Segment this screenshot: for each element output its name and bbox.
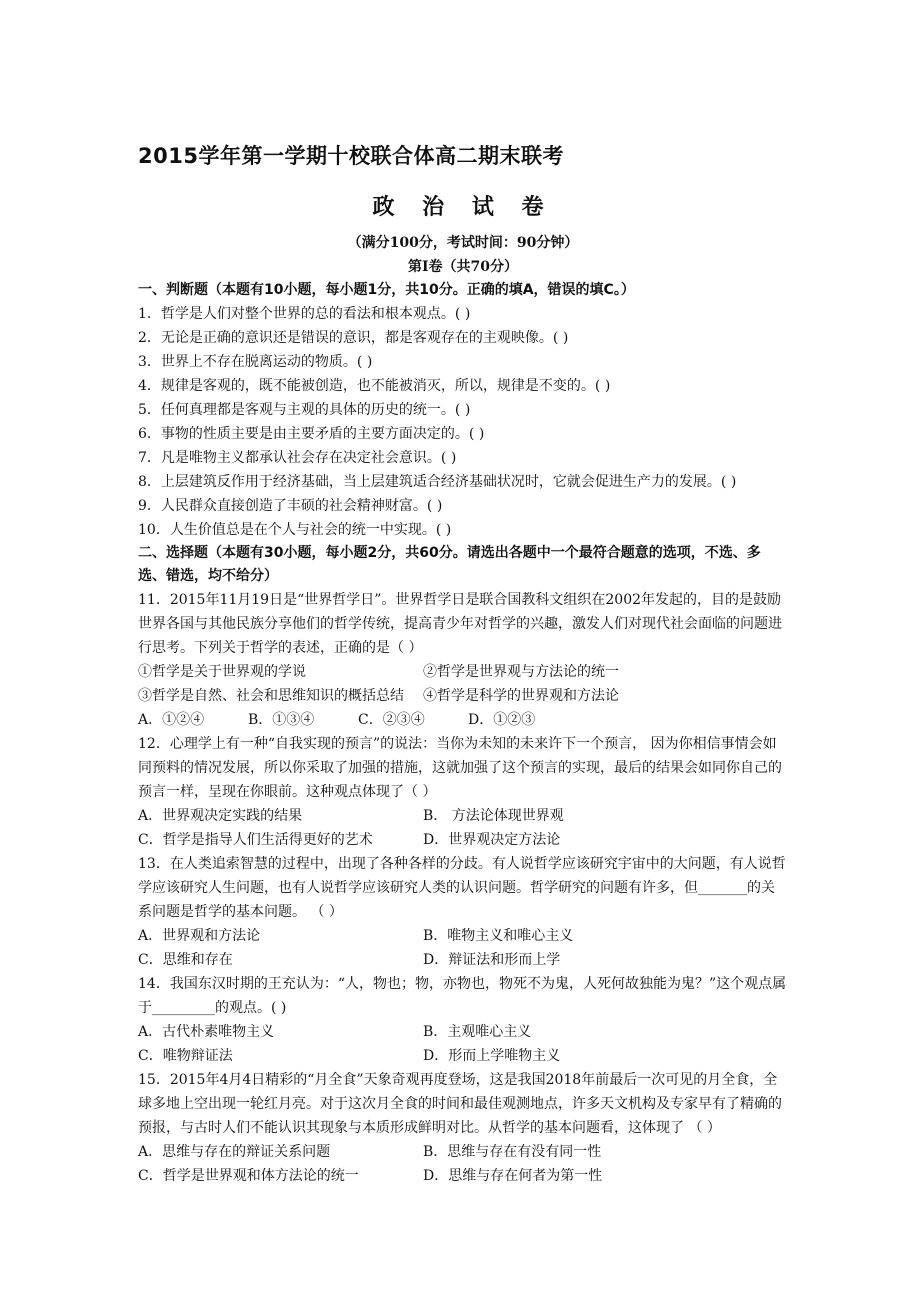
- statement: ③哲学是自然、社会和思维知识的概括总结: [138, 688, 404, 704]
- section1-heading: 一、判断题（本题有10小题，每小题1分，共10分。正确的填A，错误的填C。）: [138, 282, 635, 298]
- option-a: A．思维与存在的辩证关系问题: [138, 1144, 331, 1160]
- score-info: （满分100分，考试时间：90分钟）: [347, 235, 579, 251]
- statement: ②哲学是世界观与方法论的统一: [423, 664, 619, 680]
- question-5: 5．任何真理都是客观与主观的具体的历史的统一。( ): [138, 402, 471, 418]
- option-a: A．世界观和方法论: [138, 928, 261, 944]
- option-c: C．②③④: [358, 712, 425, 728]
- option-a: A．①②④: [138, 712, 205, 728]
- exam-page: [138, 140, 788, 1188]
- option-d: D．世界观决定方法论: [423, 832, 561, 848]
- option-c: C．哲学是世界观和体方法论的统一: [138, 1168, 359, 1184]
- question-6: 6．事物的性质主要是由主要矛盾的主要方面决定的。( ): [138, 426, 485, 442]
- question-4: 4．规律是客观的，既不能被创造，也不能被消灭，所以，规律是不变的。( ): [138, 378, 611, 394]
- question-2: 2．无论是正确的意识还是错误的意识，都是客观存在的主观映像。( ): [138, 330, 569, 346]
- option-d: D．形而上学唯物主义: [423, 1048, 561, 1064]
- question-11-statements: [138, 660, 788, 708]
- option-a: A．古代朴素唯物主义: [138, 1024, 275, 1040]
- question-3: 3．世界上不存在脱离运动的物质。( ): [138, 354, 373, 370]
- option-b: B．唯物主义和唯心主义: [423, 928, 574, 944]
- option-d: D．辩证法和形而上学: [423, 952, 561, 968]
- option-b: B．思维与存在有没有同一性: [423, 1144, 602, 1160]
- statement: ④哲学是科学的世界观和方法论: [423, 688, 619, 704]
- question-15-options: [138, 1140, 788, 1188]
- option-b: B．主观唯心主义: [423, 1024, 532, 1040]
- question-8: 8．上层建筑反作用于经济基础，当上层建筑适合经济基础状况时，它就会促进生产力的发展。( ): [138, 474, 737, 490]
- option-c: C．哲学是指导人们生活得更好的艺术: [138, 832, 373, 848]
- question-13-options: [138, 924, 788, 972]
- question-14: 14．我国东汉时期的王充认为：“人，物也；物，亦物也，物死不为鬼，人死何故独能为鬼？”这个观点属于_________的观点。( ): [138, 976, 787, 1016]
- exam-title: 2015学年第一学期十校联合体高二期末联考: [138, 144, 564, 168]
- option-c: C．唯物辩证法: [138, 1048, 233, 1064]
- option-b: B．①③④: [248, 712, 315, 728]
- option-b: B． 方法论体现世界观: [423, 808, 564, 824]
- question-11-options: [138, 708, 788, 732]
- part-title: 第Ⅰ卷（共70分）: [407, 259, 519, 275]
- question-1: 1．哲学是人们对整个世界的总的看法和根本观点。( ): [138, 306, 471, 322]
- question-14-options: [138, 1020, 788, 1068]
- option-a: A．世界观决定实践的结果: [138, 808, 303, 824]
- question-9: 9．人民群众直接创造了丰硕的社会精神财富。( ): [138, 498, 443, 514]
- question-13: 13．在人类追索智慧的过程中，出现了各种各样的分歧。有人说哲学应该研究宇宙中的大问题，有人说哲学应该研究人生问题，也有人说哲学应该研究人类的认识问题。哲学研究的问题有许多，但_______的关系问题是哲学的基本问题。 （ ）: [138, 856, 786, 920]
- subject-title: 政 治 试 卷: [372, 195, 554, 220]
- question-11: 11．2015年11月19日是“世界哲学日”。世界哲学日是联合国教科文组织在2002年发起的，目的是鼓励世界各国与其他民族分享他们的哲学传统，提高青少年对哲学的兴趣，激发人们对现代社会面临的问题进行思考。下列关于哲学的表述，正确的是（ ）: [138, 592, 782, 656]
- question-12: 12．心理学上有一种“自我实现的预言”的说法：当你为未知的未来许下一个预言， 因为你相信事情会如同预料的情况发展，所以你采取了加强的措施，这就加强了这个预言的实现，最后的结果会如同你自己的预言一样，呈现在你眼前。这种观点体现了（ ）: [138, 736, 782, 800]
- question-10: 10．人生价值总是在个人与社会的统一中实现。( ): [138, 522, 452, 538]
- question-7: 7．凡是唯物主义都承认社会存在决定社会意识。( ): [138, 450, 457, 466]
- option-d: D．思维与存在何者为第一性: [423, 1168, 603, 1184]
- option-c: C．思维和存在: [138, 952, 233, 968]
- question-15: 15．2015年4月4日精彩的“月全食”天象奇观再度登场，这是我国2018年前最后一次可见的月全食，全球多地上空出现一轮红月亮。对于这次月全食的时间和最佳观测地点，许多天文机构及专家早有了精确的预报，与古时人们不能认识其现象与本质形成鲜明对比。从哲学的基本问题看，这体现了 （ ）: [138, 1072, 782, 1136]
- statement: ①哲学是关于世界观的学说: [138, 664, 306, 680]
- section2-heading: 二、选择题（本题有30小题，每小题2分，共60分。请选出各题中一个最符合题意的选项，不选、多选、错选，均不给分）: [138, 545, 761, 584]
- option-d: D．①②③: [468, 712, 536, 728]
- question-12-options: [138, 804, 788, 852]
